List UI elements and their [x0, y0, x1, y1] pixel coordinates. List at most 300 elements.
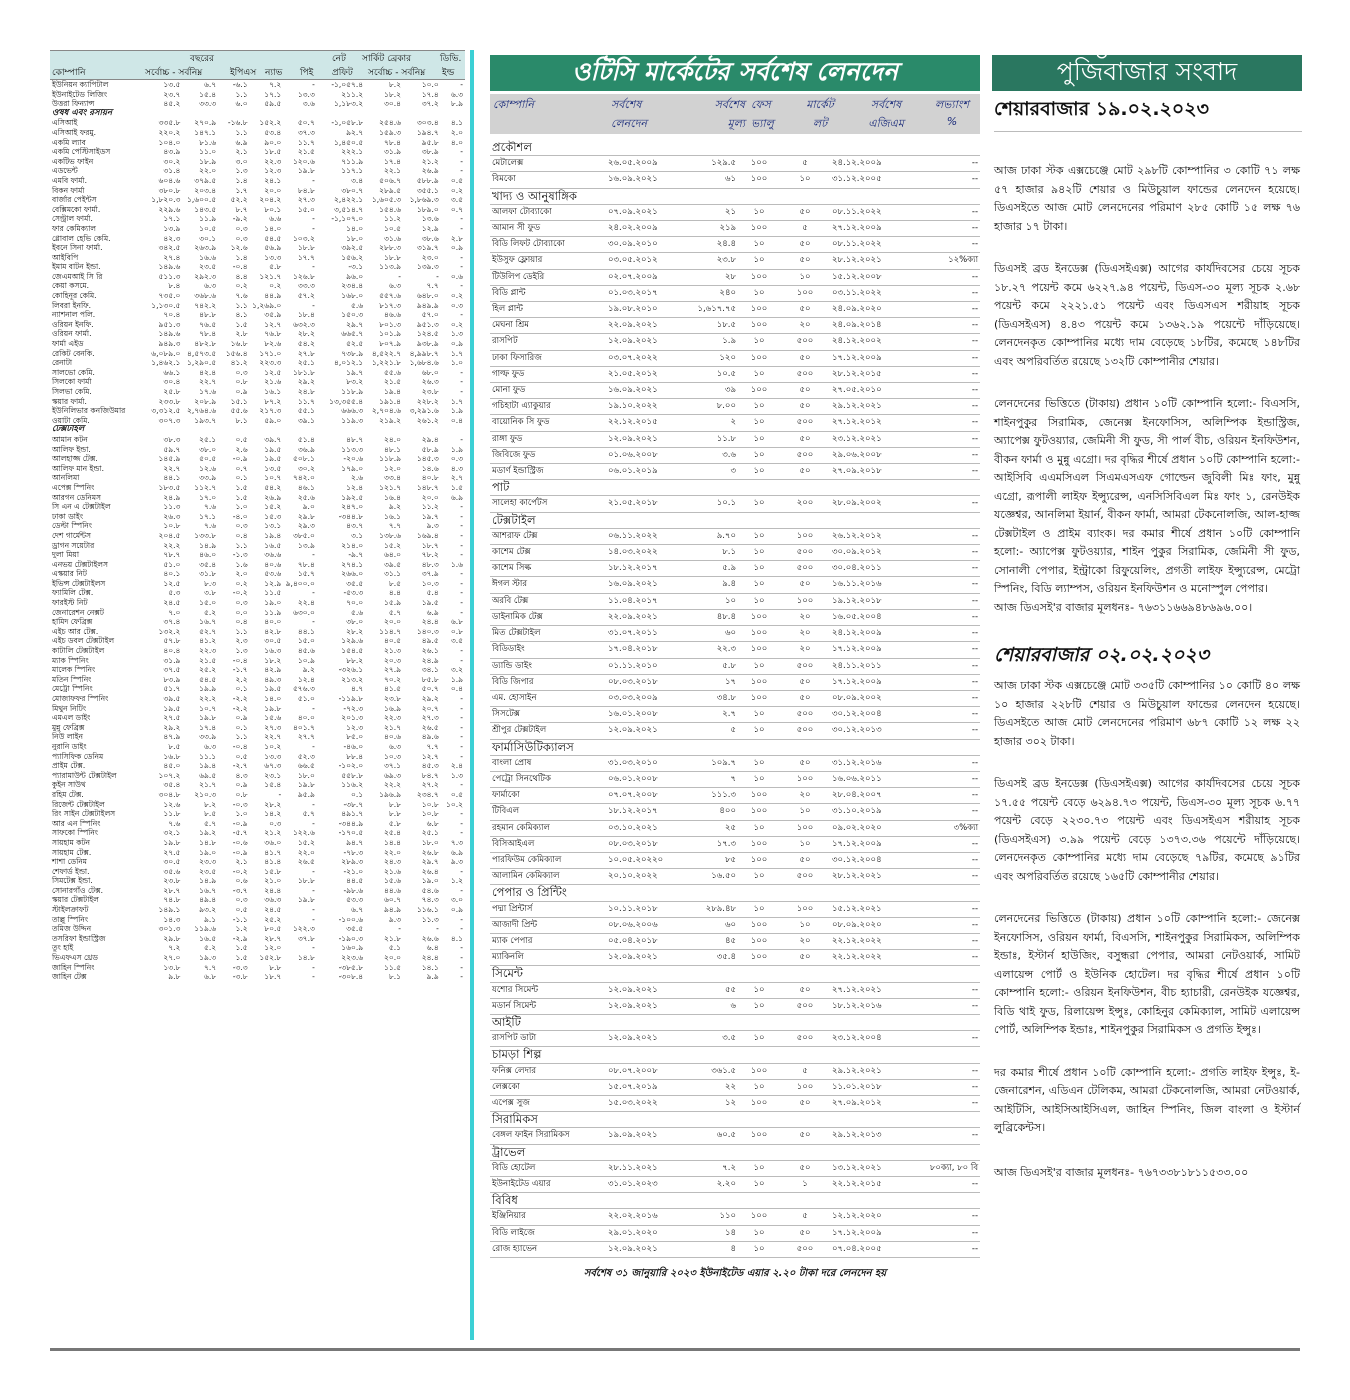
- table-cell: ৩০৭.৩: [158, 415, 181, 425]
- otc-cell: ২০: [780, 642, 830, 658]
- table-cell: ১৩.৫: [163, 80, 181, 89]
- otc-cell: ২৮.১২.২০২১: [830, 253, 910, 269]
- table-cell: ২.২: [235, 674, 248, 684]
- company-name: জাহিন স্পিনিং: [52, 962, 95, 972]
- otc-company-name: ঈগল স্টার: [490, 577, 606, 593]
- table-row: [50, 723, 465, 733]
- otc-cell: ০৭.০৯.২০২১: [606, 204, 686, 220]
- table-row: [50, 454, 465, 464]
- table-cell: ১,২২১.৮: [371, 358, 401, 368]
- table-cell: ১১.১: [199, 751, 217, 761]
- table-cell: ৭০.২: [383, 674, 401, 684]
- company-name: ডেল্টা স্পিনিং: [52, 521, 92, 531]
- table-cell: ২৭.৫: [163, 713, 181, 723]
- company-name: ভিএফএস থ্রেড: [52, 953, 98, 963]
- otc-cell: ৫০: [780, 350, 830, 366]
- otc-cell: ১৮.১২.২০১৬: [830, 998, 910, 1014]
- table-cell: ৫২.৩: [297, 751, 315, 761]
- otc-cell: ০২.০৭.২০০৯: [606, 269, 686, 285]
- company-name: মোজাফফর স্পিনিং: [52, 694, 109, 703]
- table-cell: ৬৬.১: [163, 367, 181, 377]
- company-name: ম্যাক স্পিনিং: [52, 655, 89, 665]
- otc-row: [490, 982, 980, 998]
- table-cell: ১৭.১: [163, 214, 181, 224]
- otc-company-name: ইউনাইটেড এয়ার: [490, 1177, 606, 1193]
- table-cell: ৮.৯: [450, 99, 463, 109]
- table-cell: ৪৫.০: [163, 761, 181, 771]
- table-cell: ২৩.০: [421, 252, 439, 262]
- table-cell: ৩.১: [351, 530, 364, 540]
- table-cell: -০.৪: [232, 262, 248, 272]
- company-name: বেক্সিমকো ফার্মা.: [52, 204, 101, 214]
- table-cell: -১৭০.৫: [338, 828, 364, 838]
- table-cell: ৩১.৪: [163, 166, 181, 176]
- otc-row: [490, 901, 980, 917]
- table-cell: ০.৩: [235, 223, 248, 233]
- table-cell: -: [312, 914, 315, 924]
- otc-company-name: পেট্রো সিনথেটিক: [490, 771, 606, 787]
- otc-section-label: ট্রাভেল: [490, 1144, 980, 1160]
- table-cell: ৫৭.০: [421, 310, 439, 320]
- table-cell: ৩৯২.৫: [341, 243, 364, 253]
- table-cell: -৩৪৪.৯: [338, 818, 364, 828]
- table-cell: ১৯.৮: [163, 837, 181, 847]
- otc-cell: --: [910, 1079, 980, 1095]
- company-name: দেশ গার্মেন্টস: [52, 530, 91, 540]
- otc-cell: ৫০: [780, 1160, 830, 1176]
- otc-cell: ২০: [780, 933, 830, 949]
- table-cell: ৯০.০: [264, 137, 282, 147]
- table-cell: ০.৮: [450, 626, 463, 636]
- otc-cell: ১৬.০৯.২০২১: [606, 383, 686, 399]
- table-cell: ২,৭০৪.৬: [371, 406, 401, 416]
- table-cell: ০.২: [235, 281, 248, 291]
- table-row: [50, 329, 465, 339]
- table-cell: ৮.২: [203, 799, 217, 809]
- otc-cell: ০১.০৬.২০০৮: [606, 447, 686, 463]
- table-row: [50, 521, 465, 531]
- table-cell: ৩০.২: [297, 463, 315, 473]
- otc-company-name: গাল্ফ ফুড: [490, 366, 606, 382]
- table-cell: ৫৯.৫: [264, 99, 282, 109]
- table-cell: ৬৩২.৩: [292, 319, 315, 329]
- table-row: [50, 790, 465, 800]
- otc-cell: ১৯.০৮.২০১০: [606, 302, 686, 318]
- table-cell: ৩৫.৪: [163, 780, 181, 790]
- otc-cell: ১২: [686, 1095, 738, 1111]
- table-cell: ৬,০৮৯.০: [151, 348, 181, 358]
- otc-cell: ১০০: [738, 156, 780, 172]
- table-cell: -: [312, 741, 315, 751]
- table-cell: ১৬.৮: [230, 339, 248, 349]
- otc-row: [490, 350, 980, 366]
- otc-row: [490, 334, 980, 350]
- otc-cell: ১৫.০৭.২০১৯: [606, 1079, 686, 1095]
- table-cell: ৭.৬: [203, 521, 217, 531]
- otc-cell: ১১.০১.২০১৮: [830, 1079, 910, 1095]
- otc-row: [490, 1209, 980, 1225]
- table-row: [50, 301, 465, 311]
- otc-header-lot-b: লট: [812, 117, 828, 130]
- table-cell: ১১.২: [421, 502, 439, 512]
- table-cell: ১৯.৫: [264, 444, 282, 454]
- table-cell: ১৩৮.৬: [379, 530, 401, 540]
- company-name: সোনারগাঁও টেক্স.: [52, 885, 103, 895]
- table-cell: ৪২.৮: [264, 626, 282, 636]
- otc-cell: --: [910, 658, 980, 674]
- company-name: ফ্যামিলি টেক্স.: [52, 588, 94, 598]
- table-row: [50, 560, 465, 570]
- otc-header-lot: [792, 94, 848, 134]
- table-cell: ১.১: [235, 300, 248, 310]
- table-cell: ৪৮.৮: [199, 310, 217, 320]
- table-cell: ৮৪.৮: [297, 185, 315, 195]
- otc-cell: ২০: [780, 788, 830, 804]
- table-cell: -১০২.০: [338, 761, 364, 771]
- table-cell: ৬৮.০: [421, 367, 439, 377]
- table-cell: ২৭.২: [421, 780, 439, 790]
- section-header-row: [50, 109, 465, 119]
- table-cell: ৬৯.৫: [199, 770, 217, 780]
- table-row: [50, 147, 465, 157]
- otc-cell: ৩৪.৮: [686, 690, 738, 706]
- table-cell: ১.৩: [450, 770, 463, 780]
- table-cell: ১২১.৭: [259, 271, 282, 281]
- table-cell: ০.১: [235, 722, 248, 732]
- otc-cell: ৩%ক্যা: [910, 820, 980, 836]
- company-name: ইবনে সিনা ফার্মা.: [52, 243, 103, 253]
- otc-cell: ১০: [738, 253, 780, 269]
- bottom-rule: [50, 1348, 1300, 1351]
- otc-row: [490, 707, 980, 723]
- table-cell: ১০.৫: [383, 223, 401, 233]
- table-cell: -: [460, 281, 463, 291]
- otc-row: [490, 1095, 980, 1111]
- company-name: তাল্লু স্পিনিং: [52, 914, 89, 924]
- table-cell: ২২.০: [383, 847, 401, 857]
- table-cell: ৪০.৬: [383, 732, 401, 742]
- company-name: এমবি ফার্মা.: [52, 175, 87, 185]
- table-cell: ৫৫.৬: [230, 406, 248, 416]
- otc-company-name: পারফিউম কেমিক্যাল: [490, 852, 606, 868]
- table-cell: ৩.০: [235, 156, 248, 166]
- table-cell: ২৬১.২: [416, 415, 439, 425]
- table-row: [50, 809, 465, 819]
- table-row: [50, 291, 465, 301]
- table-cell: ২২৯.৬: [158, 204, 181, 214]
- otc-cell: ১০০: [738, 626, 780, 642]
- otc-cell: ৫.৮: [686, 658, 738, 674]
- otc-cell: --: [910, 528, 980, 544]
- otc-header-dividend-a: লভ্যাংশ: [934, 98, 970, 111]
- price-table-left: [50, 50, 465, 982]
- table-cell: -: [460, 550, 463, 560]
- table-cell: ১০.৮: [421, 809, 439, 819]
- otc-section-row: [490, 739, 980, 755]
- otc-cell: ২১.০৫.২০১৮: [606, 496, 686, 512]
- table-cell: ২,৭৬৪.৬: [186, 406, 217, 416]
- otc-cell: ১০: [738, 415, 780, 431]
- otc-cell: ১৭.১২.২০০৯: [830, 674, 910, 690]
- section-label: ঔষধ এবং রসায়ন: [52, 108, 113, 118]
- table-cell: ২৮.২: [346, 626, 364, 636]
- table-cell: ১৬.৭: [199, 617, 217, 627]
- otc-cell: ১০: [738, 399, 780, 415]
- table-cell: ৩৮.৬: [421, 233, 439, 243]
- otc-cell: --: [910, 674, 980, 690]
- table-cell: ৩৮৫.০: [292, 530, 315, 540]
- table-cell: ৬৭.৩: [264, 761, 282, 771]
- otc-cell: ১৭.১২.২০০৯: [830, 642, 910, 658]
- otc-cell: ৯.৪: [686, 577, 738, 593]
- table-cell: ২৯.২: [163, 722, 181, 732]
- otc-cell: --: [910, 399, 980, 415]
- company-name: মালেক স্পিনিং: [52, 665, 96, 675]
- table-cell: ৩৯.৭: [264, 434, 282, 444]
- table-cell: ৮.৪: [168, 281, 181, 291]
- table-cell: ৪,৫২২.৭: [371, 348, 401, 358]
- otc-cell: ১৬.০৯.২০২১: [606, 577, 686, 593]
- table-cell: ২১৭.৩: [259, 406, 282, 416]
- otc-row: [490, 788, 980, 804]
- table-cell: ০.৫: [450, 789, 463, 799]
- otc-section-row: [490, 512, 980, 528]
- table-cell: ৯৩.২: [199, 905, 217, 915]
- table-cell: ১৩.৫: [264, 463, 282, 473]
- otc-cell: --: [910, 771, 980, 787]
- table-cell: ১৮.২: [264, 655, 282, 665]
- table-cell: ০.৮: [235, 789, 248, 799]
- table-cell: -: [460, 156, 463, 166]
- table-cell: ৪৭.৯: [163, 732, 181, 742]
- table-cell: ১৩.১: [264, 521, 282, 531]
- otc-cell: ০৩.০৩.২০০৯: [606, 690, 686, 706]
- otc-cell: ৫০: [780, 950, 830, 966]
- otc-cell: ৫০: [780, 1095, 830, 1111]
- otc-cell: ২৮৯.৪৮: [686, 901, 738, 917]
- table-cell: -১,০৫৮.৮: [331, 118, 364, 128]
- table-cell: ১৯.৮: [264, 703, 282, 713]
- otc-cell: ৫০০: [780, 658, 830, 674]
- table-cell: ৬৯.৩: [383, 770, 401, 780]
- otc-cell: --: [910, 1177, 980, 1193]
- otc-cell: ২৪.০৯.২০১৪: [830, 318, 910, 334]
- table-cell: ১.৯: [450, 406, 463, 416]
- news-para-1: আজ ঢাকা স্টক এক্সচেঞ্জে মোট ২৯৮টি কোম্পানির ৩ কোটি ৭১ লক্ষ ৫৭ হাজার ৯৪২টি শেয়ার ও মিউচুয়াল ফান্ডের লেনদেন হয়েছে। ডিএসইতে আজ মোট লেনদেনের পরিমাণ ২৮৫ কোটি ১৫ লক্ষ ৭৬ হাজার ১৭ টাকা।: [994, 164, 1300, 233]
- header-profit: প্রফিট: [332, 67, 353, 78]
- otc-header-price-a: সর্বশেষ: [714, 98, 745, 111]
- otc-company-name: সিসটেক্স: [490, 707, 606, 723]
- table-cell: ১৪৫.৯: [158, 454, 181, 464]
- table-row: [50, 416, 465, 426]
- otc-company-name: পদ্মা প্রিন্টার্স: [490, 901, 606, 917]
- otc-cell: ৫০: [780, 755, 830, 771]
- table-cell: ১.৫: [235, 482, 248, 492]
- otc-header-face-a: ফেস: [751, 98, 771, 111]
- table-cell: ৩,৫১৪.৭: [334, 204, 364, 214]
- otc-cell: --: [910, 237, 980, 253]
- table-cell: ৮২.৬: [264, 339, 282, 349]
- table-cell: ৮০৭.৯: [379, 339, 401, 349]
- table-cell: ৯৫.৮: [421, 137, 439, 147]
- table-cell: ১২.৪: [346, 482, 364, 492]
- table-cell: ১১৪.৭: [379, 626, 401, 636]
- table-cell: ০.৩: [235, 367, 248, 377]
- table-cell: ০.৪: [235, 617, 248, 627]
- table-row: [50, 588, 465, 598]
- otc-cell: ২৭.০৯.২০১২: [830, 1095, 910, 1111]
- table-row: [50, 234, 465, 244]
- table-cell: -: [398, 924, 401, 934]
- otc-cell: ০৮.০৬.২০০৬: [606, 917, 686, 933]
- table-cell: ৭.৭: [388, 521, 401, 531]
- table-cell: -: [460, 741, 463, 751]
- otc-cell: ২২.০২.২০১৬: [606, 1209, 686, 1225]
- otc-cell: ১৬.০৬.২০১১: [830, 771, 910, 787]
- table-cell: -: [460, 223, 463, 233]
- otc-cell: ১০: [738, 366, 780, 382]
- table-cell: ২১৯.২: [379, 415, 401, 425]
- otc-section-row: [490, 966, 980, 982]
- table-row: [50, 128, 465, 138]
- otc-cell: ০৮.০৩.২০১৮: [606, 674, 686, 690]
- table-cell: ২৬.৯: [421, 166, 439, 176]
- table-cell: ৫৫.৬: [383, 367, 401, 377]
- table-cell: ৪৯.৬: [421, 732, 439, 742]
- table-cell: ২৫.৪: [383, 828, 401, 838]
- table-cell: -: [278, 789, 282, 799]
- otc-company-name: বিমকো: [490, 172, 606, 188]
- otc-row: [490, 917, 980, 933]
- otc-company-name: বাংলা প্রোষ: [490, 755, 606, 771]
- table-cell: ৪.৪: [388, 588, 401, 598]
- table-cell: ৯.২: [388, 502, 401, 512]
- table-cell: ২২.৭: [199, 377, 217, 387]
- table-cell: ৫১.৪: [297, 434, 315, 444]
- otc-cell: ১০০: [738, 318, 780, 334]
- table-cell: ১৮.৮: [383, 252, 401, 262]
- otc-cell: ০৫.০৪.২০১৮: [606, 933, 686, 949]
- table-cell: ১২.০: [383, 463, 401, 473]
- otc-cell: ১০: [738, 285, 780, 301]
- company-name: সাফকো স্পিনিং: [52, 828, 99, 838]
- table-cell: ১৯.৭: [346, 367, 364, 377]
- table-cell: ২৭.০: [163, 953, 181, 963]
- otc-cell: ১০: [686, 593, 738, 609]
- table-cell: ২১০.৩: [194, 789, 217, 799]
- table-cell: ২৭.৩: [297, 195, 315, 205]
- table-cell: ৫০.৫: [199, 454, 217, 464]
- otc-company-name: মেটালেক্স: [490, 156, 606, 172]
- table-cell: ১১.৭: [297, 396, 315, 406]
- otc-company-name: ইঞ্জিনিয়ার: [490, 1209, 606, 1225]
- table-cell: ৯.৮: [168, 972, 181, 982]
- table-cell: ৮৭.২: [264, 396, 282, 406]
- table-cell: ১৬৯.৪: [416, 530, 439, 540]
- news-para-3: লেনদেনের ভিত্তিতে (টাকায়) প্রধান ১০টি কোম্পানি হলো:- বিএসসি, শাইনপুকুর সিরামিক, জেনেক্স ইনফোসিস, অলিম্পিক ইন্ডাস্ট্রিজ, অ্যাপেক্স ফুটওয়্যার, জেমিনী সী ফুড, সী পার্ল বীচ, ওরিয়ন ইনফিউশন, বীকন ফার্মা ও মুন্নু এগ্রো। দর বৃদ্ধির শীর্ষে প্রধান ১০টি কোম্পানি হলো:- আইসিবি এএমসিএল সিএমএসএফ গোল্ডেন জুবিলী মিঃ ফাং, মুন্নু এগ্রো, রূপালী লাইফ ইন্স্যুরেন্স, এনসিসিবিএল মিঃ ফাং ১, রেনউইক যজ্ঞেশ্বর, আনলিমা ইয়ার্ন, বীকন ফার্মা, আমরা টেকনোলজি, আল-হাজ্জ টেক্সটাইল ও প্রাইম ব্যাংক। দর কমার শীর্ষে প্রধান ১০টি কোম্পানি হলো:- অ্যাপেক্স ফুটওয়্যার, শাইন পুকুর সিরামিক, জেমিনী সী ফুড, সোনালী পেপার, ইন্ট্রাকো রিফুয়েলিং, প্রগতী লাইফ ইন্স্যুরেন্স, মেট্রো স্পিনিং, বিডি ল্যাম্পস, ওরিয়ন ইনফিউশন ও মনোস্পুল পেপার।: [994, 397, 1300, 595]
- table-cell: ১৯৬.৯: [379, 789, 401, 799]
- table-cell: ৯.৯: [426, 972, 439, 982]
- table-row: [50, 627, 465, 637]
- table-cell: ১১.৩: [421, 914, 439, 924]
- table-row: [50, 445, 465, 455]
- otc-section-label: পেপার ও প্রিন্টিং: [490, 885, 980, 901]
- table-row: [50, 905, 465, 915]
- table-cell: ৫.৭: [388, 607, 401, 617]
- otc-row: [490, 950, 980, 966]
- otc-cell: --: [910, 383, 980, 399]
- table-cell: ৪.০: [450, 137, 463, 147]
- otc-cell: ১০: [738, 1160, 780, 1176]
- table-row: [50, 953, 465, 963]
- table-cell: ১.৬: [235, 559, 248, 569]
- otc-header-dividend-b: %: [946, 115, 958, 128]
- table-cell: ১২.০: [264, 943, 282, 953]
- otc-cell: ০৬.০১.২০১৯: [606, 464, 686, 480]
- table-cell: ১৮.০: [346, 233, 364, 243]
- otc-header-agm: [848, 94, 924, 134]
- table-cell: -: [460, 818, 463, 828]
- otc-cell: ৫০: [780, 399, 830, 415]
- table-cell: ১.৫: [450, 482, 463, 492]
- table-cell: ১৫.৬: [264, 713, 282, 723]
- otc-row: [490, 221, 980, 237]
- otc-cell: ২৪.১২.২০০২: [830, 334, 910, 350]
- otc-footnote: সর্বশেষ ৩১ জানুয়ারি ২০২৩ ইউনাইটেড এয়ার ২.২০ টাকা দরে লেনদেন হয়: [583, 1268, 887, 1280]
- table-cell: ২৮.২: [264, 799, 282, 809]
- otc-cell: ৩১.০১.২০২৩: [606, 1177, 686, 1193]
- otc-cell: ২৭.০৯.২০১৮: [830, 464, 910, 480]
- company-name: সায়হাম টেক্স.: [52, 847, 92, 857]
- otc-cell: ১২৯.৫: [686, 156, 738, 172]
- otc-cell: ৪৮.৪: [686, 609, 738, 625]
- table-cell: ৩৬.৬: [264, 550, 282, 560]
- news-para-7: লেনদেনের ভিত্তিতে (টাকায়) প্রধান ১০টি কোম্পানি হলো:- জেনেক্স ইনফোসিস, ওরিয়ন ফার্মা, বিএসসি, শাইনপুকুর সিরামিকস, অলিম্পিক ইন্ডাঃ, ইস্টার্ন হাউজিং, বসুন্ধরা পেপার, আমরা নেটওয়ার্ক, সামিট এলায়েন্স পোর্ট ও ইউনিক হোটেল। দর বৃদ্ধির শীর্ষে প্রধান ১০টি কোম্পানি হলো:- ওরিয়ন ইনফিউশন, বীচ হ্যাচারী, রেনউইক যজ্ঞেশ্বর, বিডি থাই ফুড, রিলায়েন্স ইন্সুঃ, কোহিনুর কেমিক্যাল, সামিট এলায়েন্স পোর্ট, অলিম্পিক ইন্ডাঃ, শাইনপুকুর সিরামিকস ও প্রগতি ইন্সুঃ।: [994, 912, 1300, 1036]
- table-cell: ৩৫.৫: [346, 924, 364, 934]
- company-name: কোহিনূর কেমি.: [52, 291, 97, 301]
- table-cell: ২৪৭.০: [341, 502, 364, 512]
- table-cell: ৯৫.৯: [297, 789, 315, 799]
- table-cell: ৬৪.০: [383, 550, 401, 560]
- table-cell: ১২১.৭: [379, 482, 401, 492]
- table-cell: ১৫.৩: [264, 511, 282, 521]
- otc-cell: ১০.৫: [686, 366, 738, 382]
- table-cell: -৬.১: [232, 80, 248, 89]
- otc-company-name: বায়োনিক সি ফুড: [490, 415, 606, 431]
- table-cell: ২২৩.৩: [259, 358, 282, 368]
- otc-cell: ২৪.১২.২০০৯: [830, 626, 910, 642]
- otc-cell: ১৭.১২.২০০৯: [830, 836, 910, 852]
- otc-cell: ২০: [780, 318, 830, 334]
- table-cell: ৪৫.৩: [421, 761, 439, 771]
- table-cell: ১৫.০: [297, 204, 315, 214]
- table-cell: ১০৭.২: [158, 770, 181, 780]
- company-name: ফার কেমিক্যাল: [52, 223, 96, 233]
- table-cell: ১৯.৫: [264, 454, 282, 464]
- otc-cell: ১০: [738, 869, 780, 885]
- table-cell: ১৮৩.৫: [158, 482, 181, 492]
- company-name: আর এন স্পিনিং: [52, 818, 101, 828]
- table-cell: ৭৮.৪: [199, 329, 217, 339]
- header-yield: ইল্ড: [442, 67, 455, 78]
- otc-row: [490, 690, 980, 706]
- company-name: জেনারেশন নেক্সট: [52, 607, 104, 617]
- table-cell: ০.৩: [269, 818, 282, 828]
- table-cell: ১৭.০: [199, 492, 217, 502]
- table-cell: ১৯.৪: [264, 530, 282, 540]
- table-cell: ১৮.৭: [421, 540, 439, 550]
- table-cell: -: [460, 953, 463, 963]
